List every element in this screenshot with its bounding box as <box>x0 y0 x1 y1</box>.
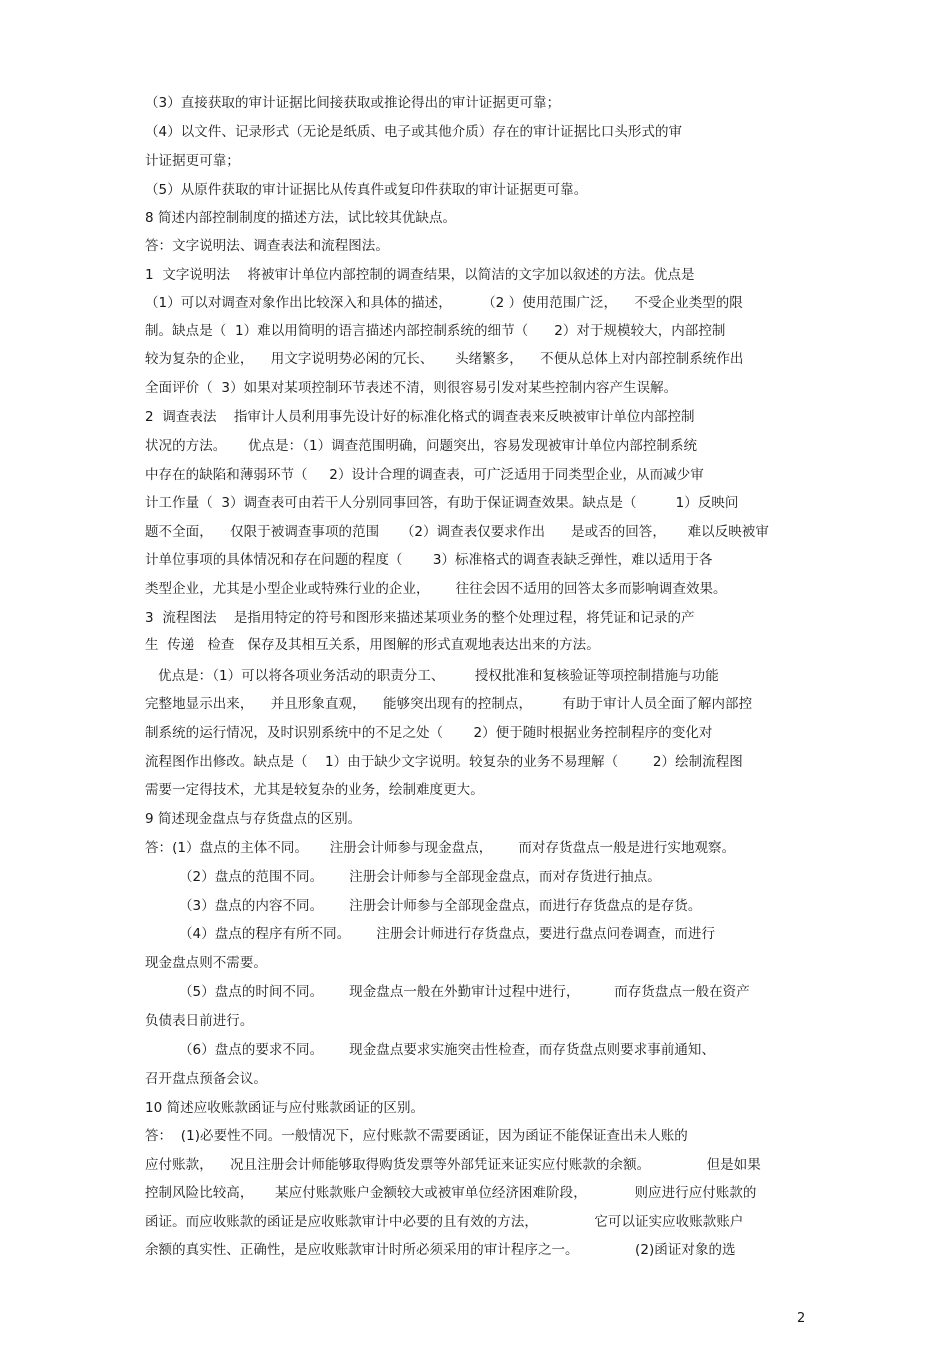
text-line: 应付账款， 况且注册会计师能够取得购货发票等外部凭证来证实应付账款的余额。 但是如果 <box>145 1157 761 1173</box>
text-line: 答： (1)必要性不同。一般情况下，应付账款不需要函证，因为函证不能保证查出未人账的 <box>145 1128 688 1144</box>
text-line: （6）盘点的要求不同。 现金盘点要求实施突击性检查，而存货盘点则要求事前通知、 <box>179 1042 716 1058</box>
text-line: 计工作量（ 3）调查表可由若干人分别同事回答，有助于保证调查效果。缺点是（ 1）反映问 <box>145 495 739 511</box>
text-line: 状况的方法。 优点是：（1）调查范围明确，问题突出，容易发现被审计单位内部控制系统 <box>145 438 698 454</box>
text-line: 负债表日前进行。 <box>145 1013 254 1029</box>
text-line: 1 文字说明法 将被审计单位内部控制的调查结果，以简洁的文字加以叙述的方法。优点是 <box>145 267 695 283</box>
text-line: 召开盘点预备会议。 <box>145 1071 267 1087</box>
text-line: 计单位事项的具体情况和存在问题的程度（ 3）标准格式的调查表缺乏弹性，难以适用于各 <box>145 552 713 568</box>
text-line: 优点是：（1）可以将各项业务活动的职责分工、 授权批准和复核验证等项控制措施与功能 <box>145 668 719 684</box>
page-number: 2 <box>797 1311 806 1326</box>
text-line: 函证。而应收账款的函证是应收账款审计中必要的且有效的方法， 它可以证实应收账款账户 <box>145 1214 744 1230</box>
text-line: 10 简述应收账款函证与应付账款函证的区别。 <box>145 1100 425 1116</box>
text-line: （1）可以对调查对象作出比较深入和具体的描述， （2 ）使用范围广泛， 不受企业类型的限 <box>145 295 743 311</box>
text-line: （3）盘点的内容不同。 注册会计师参与全部现金盘点，而进行存货盘点的是存货。 <box>179 898 702 914</box>
text-line: 3 流程图法 是指用特定的符号和图形来描述某项业务的整个处理过程，将凭证和记录的产 <box>145 610 695 626</box>
text-line: 现金盘点则不需要。 <box>145 955 267 971</box>
text-line: 全面评价（ 3）如果对某项控制环节表述不清，则很容易引发对某些控制内容产生误解。 <box>145 380 678 396</box>
text-line: 中存在的缺陷和薄弱环节（ 2）设计合理的调查表，可广泛适用于同类型企业，从而减少审 <box>145 467 704 483</box>
text-line: 生 传递 检查 保存及其相互关系，用图解的形式直观地表达出来的方法。 <box>145 637 600 653</box>
text-line: 答：文字说明法、调查表法和流程图法。 <box>145 238 389 254</box>
text-line: 制。缺点是（ 1）难以用简明的语言描述内部控制系统的细节（ 2）对于规模较大，内部控制 <box>145 323 726 339</box>
text-line: 流程图作出修改。缺点是（ 1）由于缺少文字说明。较复杂的业务不易理解（ 2）绘制流程图 <box>145 754 743 770</box>
text-line: （3）直接获取的审计证据比间接获取或推论得出的审计证据更可靠； <box>145 95 561 111</box>
text-line: 2 调查表法 指审计人员利用事先设计好的标准化格式的调查表来反映被审计单位内部控制 <box>145 409 695 425</box>
text-line: 控制风险比较高， 某应付账款账户金额较大或被审单位经济困难阶段， 则应进行应付账款的 <box>145 1185 757 1201</box>
text-line: 题不全面， 仅限于被调查事项的范围 （2）调查表仅要求作出 是或否的回答， 难以反映被审 <box>145 524 769 540</box>
text-line: 余额的真实性、正确性，是应收账款审计时所必须采用的审计程序之一。 (2)函证对象的选 <box>145 1242 736 1258</box>
text-line: 需要一定得技术，尤其是较复杂的业务，绘制难度更大。 <box>145 782 484 798</box>
text-line: 计证据更可靠； <box>145 153 240 169</box>
text-line: 9 简述现金盘点与存货盘点的区别。 <box>145 811 362 827</box>
text-line: （4）盘点的程序有所不同。 注册会计师进行存货盘点，要进行盘点问卷调查，而进行 <box>179 926 716 942</box>
text-line: （5）盘点的时间不同。 现金盘点一般在外勤审计过程中进行， 而存货盘点一般在资产 <box>179 984 750 1000</box>
text-line: （4）以文件、记录形式（无论是纸质、电子或其他介质）存在的审计证据比口头形式的审 <box>145 124 683 140</box>
text-line: 答：(1）盘点的主体不同。 注册会计师参与现金盘点， 而对存货盘点一般是进行实地观察。 <box>145 840 736 856</box>
text-line: 8 简述内部控制制度的描述方法，试比较其优缺点。 <box>145 210 457 226</box>
text-line: （5）从原件获取的审计证据比从传真件或复印件获取的审计证据更可靠。 <box>145 182 588 198</box>
text-line: 较为复杂的企业， 用文字说明势必闲的冗长、 头绪繁多， 不便从总体上对内部控制系统作出 <box>145 351 744 367</box>
text-line: 完整地显示出来， 并且形象直观， 能够突出现有的控制点， 有助于审计人员全面了解内部控 <box>145 696 753 712</box>
text-line: （2）盘点的范围不同。 注册会计师参与全部现金盘点，而对存货进行抽点。 <box>179 869 661 885</box>
text-line: 类型企业，尤其是小型企业或特殊行业的企业， 往往会因不适用的回答太多而影响调查效果。 <box>145 581 727 597</box>
text-line: 制系统的运行情况，及时识别系统中的不足之处（ 2）便于随时根据业务控制程序的变化对 <box>145 725 713 741</box>
